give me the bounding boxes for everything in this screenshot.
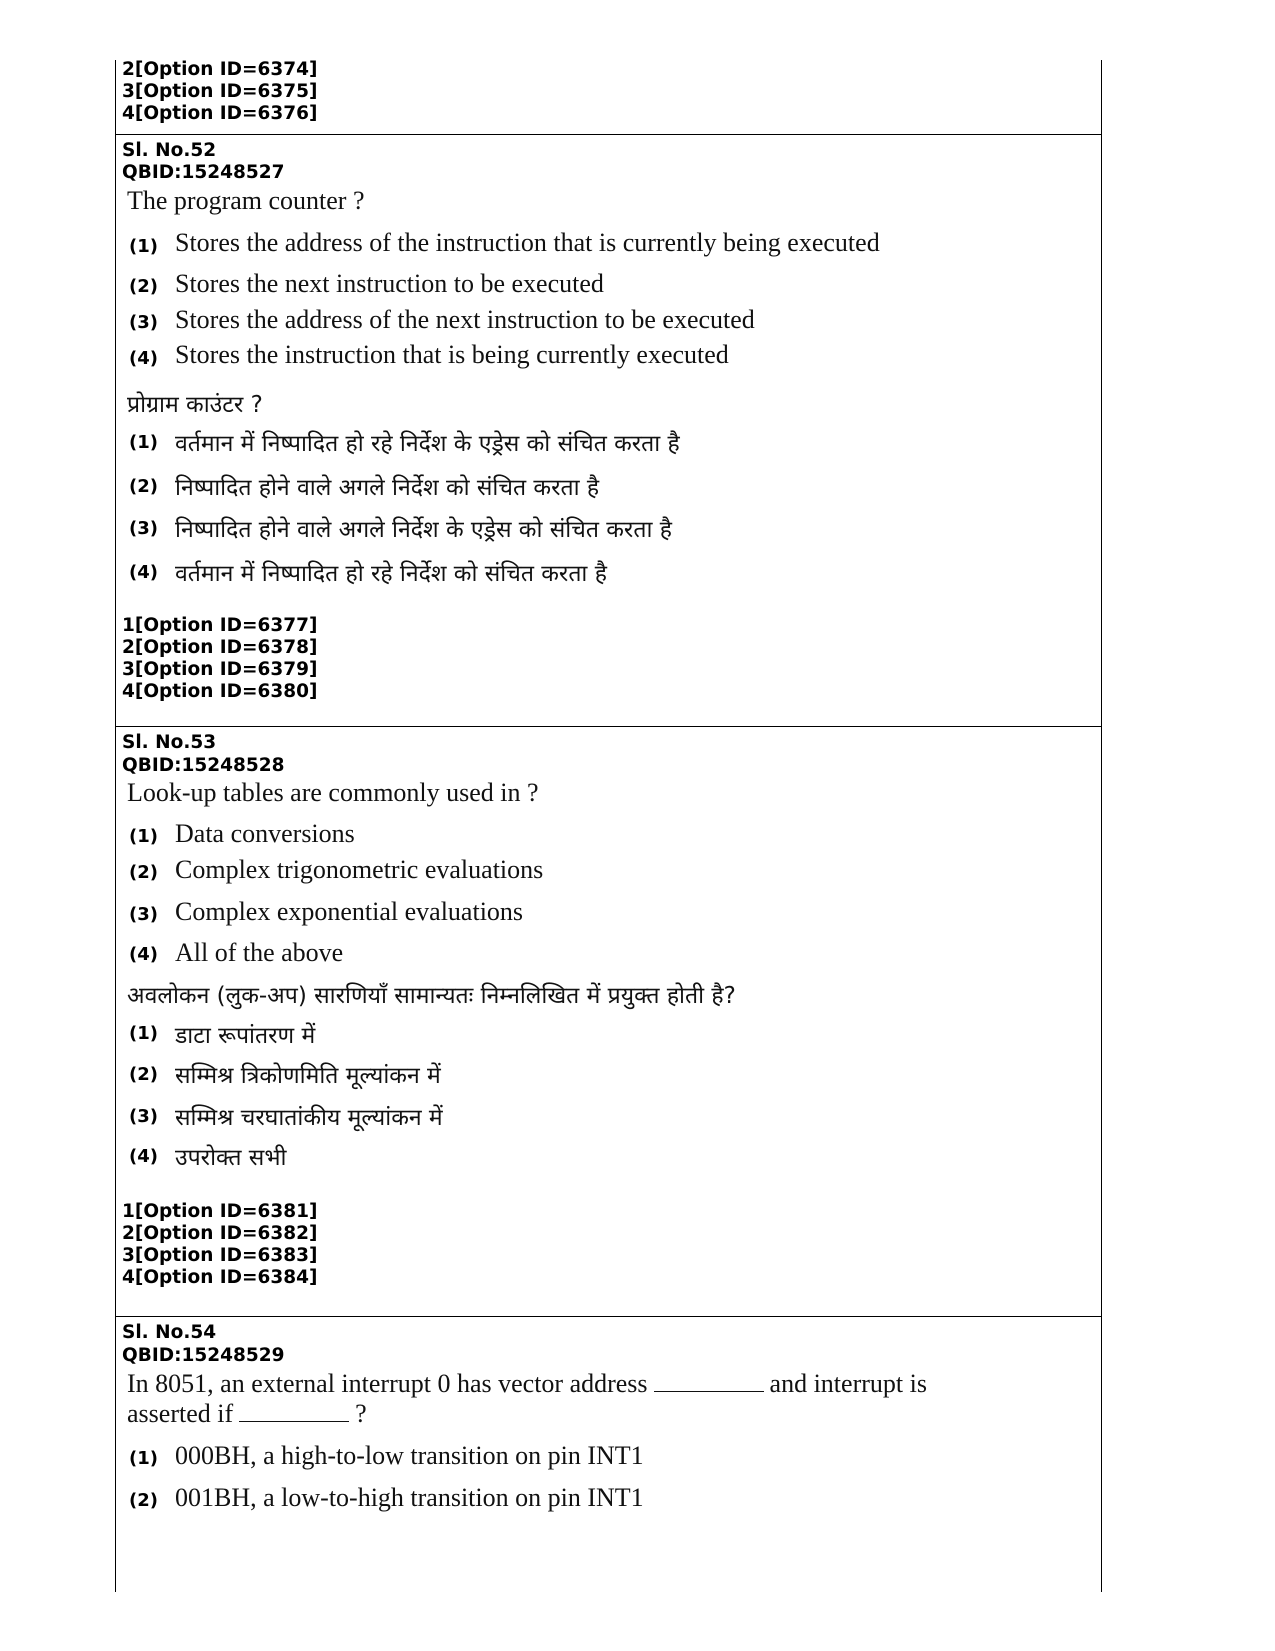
option-id-line: 3[Option ID=6379] xyxy=(122,659,318,680)
option-number: (4) xyxy=(129,944,158,965)
option-id-line: 2[Option ID=6378] xyxy=(122,637,318,658)
serial-number: Sl. No.54 xyxy=(122,1322,217,1343)
question-part: ? xyxy=(355,1399,367,1428)
option-number: (4) xyxy=(129,1146,158,1167)
option-id-line: 2[Option ID=6382] xyxy=(122,1223,318,1244)
option-number: (4) xyxy=(129,562,158,583)
option-number: (2) xyxy=(129,476,158,497)
option-text-hindi: निष्पादित होने वाले अगले निर्देश को संचित करता है xyxy=(175,475,600,501)
option-id-line: 4[Option ID=6380] xyxy=(122,681,318,702)
question-text-hindi: प्रोग्राम काउंटर ? xyxy=(127,392,263,418)
question-text-english: Look-up tables are commonly used in ? xyxy=(127,778,539,807)
option-number: (1) xyxy=(129,432,158,453)
option-number: (2) xyxy=(129,862,158,883)
question-part: asserted if xyxy=(127,1399,234,1428)
option-number: (3) xyxy=(129,904,158,925)
option-number: (3) xyxy=(129,518,158,539)
previous-question-tail xyxy=(115,58,1100,134)
option-id-line: 2[Option ID=6374] xyxy=(122,59,318,80)
option-number: (1) xyxy=(129,1023,158,1044)
option-text-hindi: सम्मिश्र चरघातांकीय मूल्यांकन में xyxy=(175,1105,443,1131)
option-number: (3) xyxy=(129,1106,158,1127)
option-text: Stores the instruction that is being currently executed xyxy=(175,340,729,369)
question-text-english: The program counter ? xyxy=(127,186,365,215)
option-text-hindi: डाटा रूपांतरण में xyxy=(175,1023,316,1049)
serial-number: Sl. No.52 xyxy=(122,140,217,161)
option-id-line: 4[Option ID=6376] xyxy=(122,103,318,124)
option-text: Stores the address of the next instruction to be executed xyxy=(175,305,755,334)
serial-number: Sl. No.53 xyxy=(122,732,217,753)
option-text-hindi: उपरोक्त सभी xyxy=(175,1145,287,1171)
qbid: QBID:15248527 xyxy=(122,162,285,183)
option-text: Stores the next instruction to be executed xyxy=(175,269,604,298)
option-text: 001BH, a low-to-high transition on pin INT1 xyxy=(175,1483,644,1512)
option-number: (1) xyxy=(129,1448,158,1469)
answer-blank xyxy=(654,1369,764,1392)
question-53 xyxy=(115,726,1100,1316)
question-52 xyxy=(115,134,1100,726)
option-number: (4) xyxy=(129,348,158,369)
option-text: Complex trigonometric evaluations xyxy=(175,855,544,884)
option-text-hindi: सम्मिश्र त्रिकोणमिति मूल्यांकन में xyxy=(175,1063,441,1089)
option-text-hindi: वर्तमान में निष्पादित हो रहे निर्देश के एड्रेस को संचित करता है xyxy=(175,431,680,457)
question-text-english xyxy=(127,1369,927,1399)
option-number: (2) xyxy=(129,1064,158,1085)
option-text: Data conversions xyxy=(175,819,355,848)
question-text-english-line2 xyxy=(127,1399,367,1429)
option-text: All of the above xyxy=(175,938,344,967)
question-part: In 8051, an external interrupt 0 has vector address xyxy=(127,1369,648,1398)
option-number: (2) xyxy=(129,1490,158,1511)
qbid: QBID:15248529 xyxy=(122,1345,285,1366)
option-text: Complex exponential evaluations xyxy=(175,897,524,926)
option-text: Stores the address of the instruction that is currently being executed xyxy=(175,228,880,257)
option-id-line: 3[Option ID=6375] xyxy=(122,81,318,102)
option-id-line: 1[Option ID=6377] xyxy=(122,615,318,636)
option-text-hindi: वर्तमान में निष्पादित हो रहे निर्देश को संचित करता है xyxy=(175,561,607,587)
question-text-hindi: अवलोकन (लुक-अप) सारणियाँ सामान्यतः निम्नलिखित में प्रयुक्त होती है? xyxy=(127,983,736,1009)
qbid: QBID:15248528 xyxy=(122,755,285,776)
option-text: 000BH, a high-to-low transition on pin INT1 xyxy=(175,1441,644,1470)
option-id-line: 4[Option ID=6384] xyxy=(122,1267,318,1288)
question-part: and interrupt is xyxy=(769,1369,927,1398)
option-text-hindi: निष्पादित होने वाले अगले निर्देश के एड्रेस को संचित करता है xyxy=(175,517,672,543)
option-number: (1) xyxy=(129,826,158,847)
option-number: (2) xyxy=(129,276,158,297)
option-id-line: 1[Option ID=6381] xyxy=(122,1201,318,1222)
option-id-line: 3[Option ID=6383] xyxy=(122,1245,318,1266)
answer-blank xyxy=(239,1399,349,1422)
option-number: (3) xyxy=(129,312,158,333)
option-number: (1) xyxy=(129,236,158,257)
question-54 xyxy=(115,1316,1100,1592)
